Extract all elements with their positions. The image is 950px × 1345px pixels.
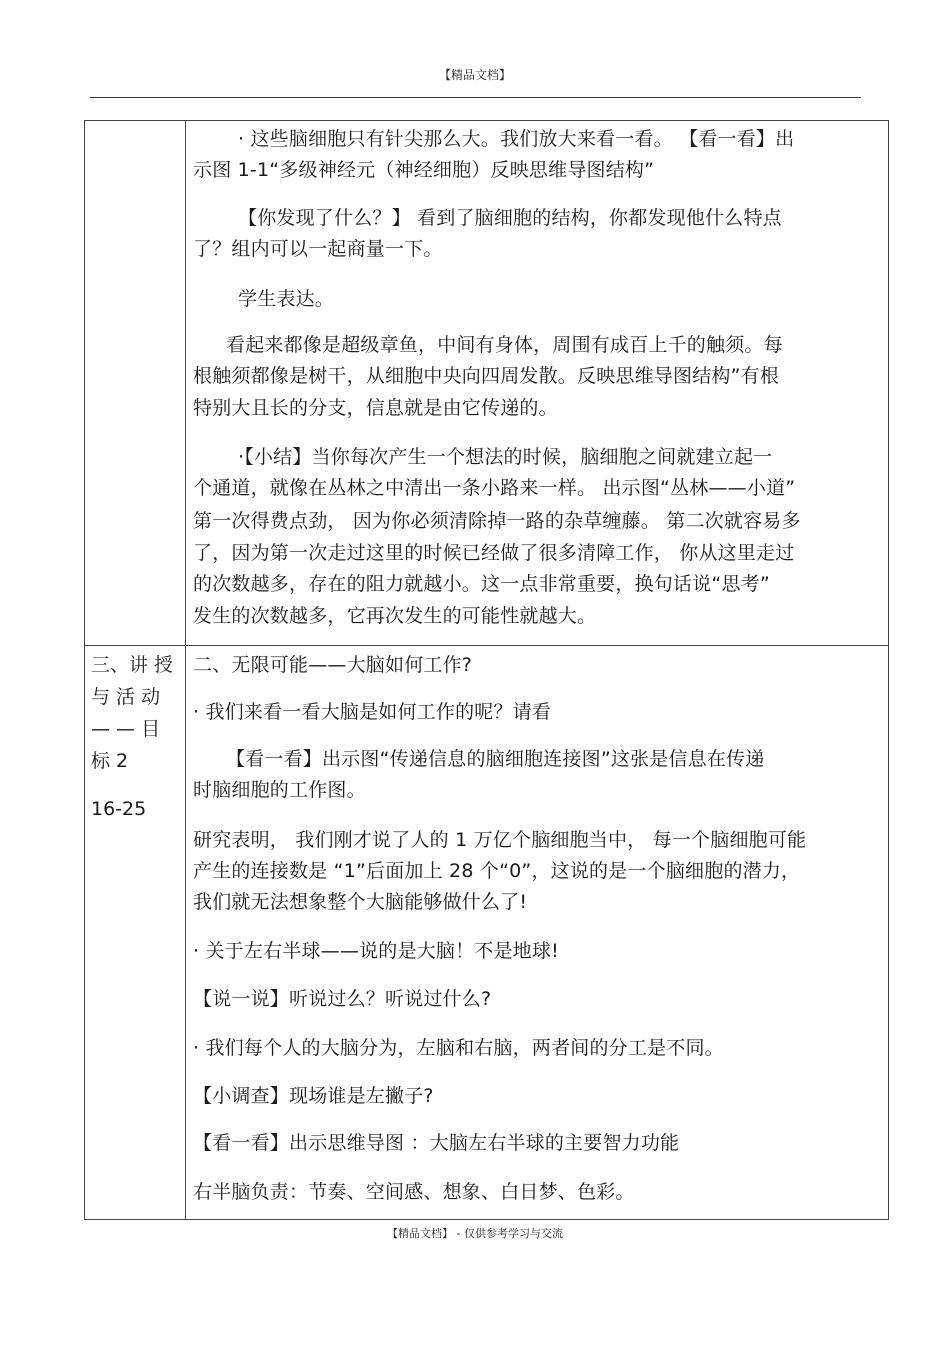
page-footer: 【精品文档】 - 仅供参考学习与交流 [387,1227,563,1240]
paragraph-line: 的次数越多，存在的阻力就越小。这一点非常重要，换句话说“思考” [193,573,770,595]
section-label-line: 三、讲 授 [91,654,174,676]
paragraph-line: 【看一看】出示思维导图 ：大脑左右半球的主要智力功能 [193,1132,680,1154]
page-header: 【精品文档】 [438,68,511,82]
header-divider [90,97,861,98]
paragraph-line: 看起来都像是超级章鱼，中间有身体，周围有成百上千的触须。每 [226,334,783,356]
paragraph-line: 了？组内可以一起商量一下。 [193,238,443,260]
paragraph-line: 时脑细胞的工作图。 [193,779,366,801]
table-cell-row1-left [84,120,186,646]
paragraph-line: 右半脑负责：节奏、空间感、想象、白日梦、色彩。 [193,1181,635,1203]
paragraph-line: 了，因为第一次走过这里的时候已经做了很多清障工作， 你从这里走过 [193,542,795,564]
paragraph-line: · 这些脑细胞只有针尖那么大。我们放大来看一看。 【看一看】出 [238,128,795,150]
paragraph-line: 个通道，就像在丛林之中清出一条小路来一样。 出示图“丛林——小道” [193,477,796,499]
paragraph-line: 发生的次数越多，它再次发生的可能性就越大。 [193,605,597,627]
time-range-label: 16-25 [91,798,147,820]
paragraph-line: 第一次得费点劲， 因为你必须清除掉一路的杂草缠藤。 第二次就容易多 [193,510,801,532]
table-cell-row2-right [185,645,889,1220]
table-cell-row2-left [84,645,186,1220]
paragraph-line: 【看一看】出示图“传递信息的脑细胞连接图”这张是信息在传递 [226,748,765,770]
paragraph-line: 特别大且长的分支，信息就是由它传递的。 [193,397,558,419]
section-heading: 二、无限可能——大脑如何工作? [193,654,473,676]
paragraph-line: 研究表明， 我们刚才说了人的 1 万亿个脑细胞当中， 每一个脑细胞可能 [193,829,807,851]
paragraph-line: 产生的连接数是 “1”后面加上 28 个“0”，这说的是一个脑细胞的潜力， [193,860,801,882]
paragraph-line: · 我们来看一看大脑是如何工作的呢？请看 [193,701,552,723]
section-label-line: — — 目 [91,718,161,740]
paragraph-line: · 关于左右半球——说的是大脑！不是地球! [193,940,559,962]
paragraph-line: 学生表达。 [238,288,335,310]
paragraph-line: 示图 1-1“多级神经元（神经细胞）反映思维导图结构” [193,159,655,181]
paragraph-line: 【你发现了什么？】 看到了脑细胞的结构，你都发现他什么特点 [238,207,782,229]
paragraph-line: 【小调查】现场谁是左撇子? [193,1085,434,1107]
paragraph-line: · 我们每个人的大脑分为，左脑和右脑，两者间的分工是不同。 [193,1037,724,1059]
paragraph-line: 根触须都像是树干，从细胞中央向四周发散。反映思维导图结构”有根 [193,365,780,387]
table-cell-row1-right [185,120,889,646]
section-label-line: 标 2 [91,750,129,772]
paragraph-line: 我们就无法想象整个大脑能够做什么了! [193,891,528,913]
paragraph-line: ·【小结】当你每次产生一个想法的时候，脑细胞之间就建立起一 [238,446,773,468]
paragraph-line: 【说一说】听说过么？听说过什么? [193,988,492,1010]
section-label-line: 与 活 动 [91,686,161,708]
